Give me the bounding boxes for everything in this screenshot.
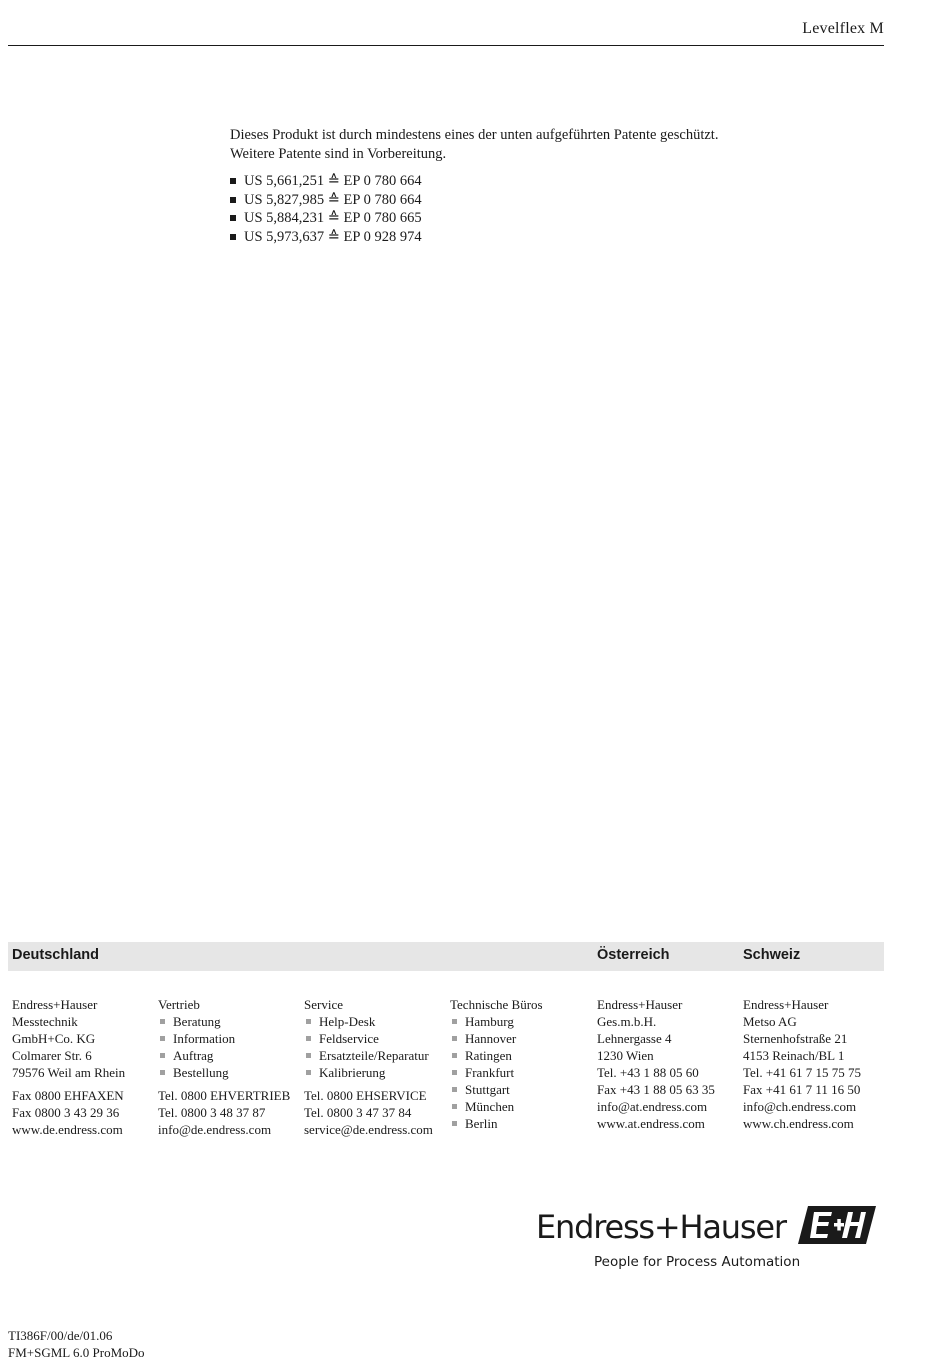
header-title: Levelflex M [802,20,884,37]
list-item: Stuttgart [450,1081,596,1098]
patent-list [230,172,850,246]
email-link[interactable]: info@at.endress.com [597,1099,708,1114]
phone-number: Tel. +43 1 88 05 60 [597,1065,699,1080]
contact-germany-hq: Endress+Hauser Messtechnik GmbH+Co. KG Colmarer Str. 6 79576 Weil am Rhein Fax 0800 EHFAXEN Fax 0800 3 43 29 36 www.de.endress.com [12,996,158,1138]
logo-tagline: People for Process Automation [594,1254,801,1270]
contact-austria: Endress+Hauser Ges.m.b.H. Lehnergasse 4 1230 Wien Tel. +43 1 88 05 60 Fax +43 1 88 05 63 35 info@at.endress.com www.at.endress.com [597,996,743,1132]
email-link[interactable]: info@ch.endress.com [743,1099,857,1114]
column-title: Service [304,997,343,1012]
bullet-icon [452,1019,457,1024]
fax-number: Fax 0800 3 43 29 36 [12,1105,120,1120]
bullet-icon [230,234,236,240]
bullet-icon [160,1053,165,1058]
list-item: Bestellung [158,1064,304,1081]
patent-item: US 5,827,985 ≙ EP 0 780 664 [230,191,850,210]
phone-line: Tel. 0800 EHVERTRIEB [158,1088,291,1103]
bullet-icon [306,1019,311,1024]
fax-number: Fax +43 1 88 05 63 35 [597,1082,715,1097]
phone-number: Tel. 0800 3 47 37 84 [304,1105,412,1120]
phone-line: Tel. 0800 EHSERVICE [304,1088,427,1103]
list-item: Berlin [450,1115,596,1132]
contact-switzerland: Endress+Hauser Metso AG Sternenhofstraße 21 4153 Reinach/BL 1 Tel. +41 61 7 15 75 75 Fax +41 61 7 11 16 50 info@ch.endress.com www.ch.endress.com [743,996,889,1132]
bullet-icon [160,1036,165,1041]
bullet-icon [452,1070,457,1075]
column-title: Technische Büros [450,997,543,1012]
list-item: Ratingen [450,1047,596,1064]
patent-line-1: Dieses Produkt ist durch mindestens eines der unten aufgeführten Patente geschützt. [230,127,719,143]
document-code: TI386F/00/de/01.06 FM+SGML 6.0 ProMoDo [8,1328,145,1360]
list-item: München [450,1098,596,1115]
list-item: Kalibrierung [304,1064,450,1081]
contact-service [304,996,450,1138]
bullet-icon [452,1087,457,1092]
website-link[interactable]: www.at.endress.com [597,1116,705,1131]
bullet-icon [452,1053,457,1058]
bullet-icon [230,215,236,221]
email-link[interactable]: service@de.endress.com [304,1122,433,1137]
country-switzerland: Schweiz [743,947,801,963]
logo-wordmark: Endress+Hauser [536,1208,786,1246]
list-item: Hamburg [450,1013,596,1030]
fax-line: Fax 0800 EHFAXEN [12,1088,124,1103]
email-link[interactable]: info@de.endress.com [158,1122,272,1137]
bullet-icon [230,178,236,184]
website-link[interactable]: www.ch.endress.com [743,1116,854,1131]
bullet-icon [160,1070,165,1075]
patent-line-2: Weitere Patente sind in Vorbereitung. [230,146,447,162]
eh-logo-icon [798,1206,876,1244]
contact-vertrieb [158,996,304,1138]
phone-number: Tel. 0800 3 48 37 87 [158,1105,266,1120]
bullet-icon [230,197,236,203]
country-bar [8,942,884,971]
bullet-icon [452,1104,457,1109]
patent-notice [230,126,850,246]
list-item: Help-Desk [304,1013,450,1030]
list-item: Hannover [450,1030,596,1047]
bullet-icon [452,1121,457,1126]
list-item: Frankfurt [450,1064,596,1081]
header-rule [8,45,884,46]
bullet-icon [306,1070,311,1075]
country-germany: Deutschland [12,947,100,963]
fax-number: Fax +41 61 7 11 16 50 [743,1082,861,1097]
bullet-icon [306,1053,311,1058]
list-item: Auftrag [158,1047,304,1064]
company-logo [536,1204,876,1274]
bullet-icon [306,1036,311,1041]
list-item: Beratung [158,1013,304,1030]
patent-item: US 5,661,251 ≙ EP 0 780 664 [230,172,850,191]
contact-technical-offices [450,996,596,1132]
list-item: Information [158,1030,304,1047]
list-item: Ersatzteile/Reparatur [304,1047,450,1064]
phone-number: Tel. +41 61 7 15 75 75 [743,1065,861,1080]
bullet-icon [160,1019,165,1024]
list-item: Feldservice [304,1030,450,1047]
bullet-icon [452,1036,457,1041]
country-austria: Österreich [597,947,670,963]
website-link[interactable]: www.de.endress.com [12,1122,123,1137]
patent-item: US 5,973,637 ≙ EP 0 928 974 [230,228,850,247]
patent-item: US 5,884,231 ≙ EP 0 780 665 [230,209,850,228]
column-title: Vertrieb [158,997,200,1012]
